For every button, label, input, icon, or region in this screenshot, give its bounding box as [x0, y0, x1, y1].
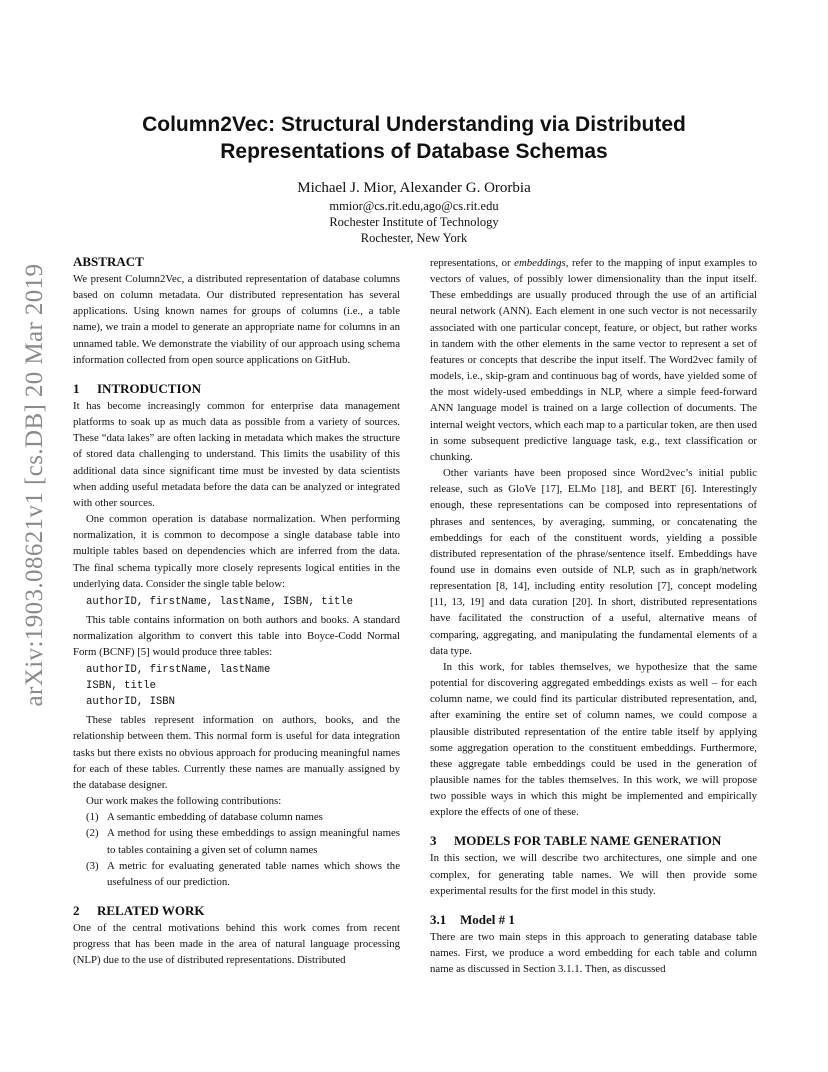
- section-number: 2: [73, 903, 80, 918]
- section-number: 1: [73, 380, 80, 396]
- section-title: INTRODUCTION: [97, 380, 202, 396]
- code-line: authorID, ISBN: [86, 696, 176, 709]
- title-line-2: Representations of Database Schemas: [220, 140, 608, 163]
- author-email: mmior@cs.rit.edu,ago@cs.rit.edu: [329, 199, 499, 213]
- text-run: , refer to the mapping of input examples to vectors of values, of possibly lower dimensionality than the input itself. These embeddings are usually produced through the use of an artificial neural network (ANN). Each element in one such vector is not necessarily associated with one particular concept, feature, or object, but rather works in tandem with the other elements in the same vector to represent a set of features or concepts that describe the input itself. The Word2vec family of models, i.e., skip-gram and continuous bag of words, have yielded some of the most widely-used embeddings in NLP, where a simple feed-forward ANN language model is trained on a large collection of documents. The internal weight vectors, which each map to a particular token, are then used in some subsequent predictive language task, e.g., text classification or chunking.: [430, 257, 757, 463]
- list-text: A metric for evaluating generated table names which shows the usefulness of our prediction.: [107, 859, 400, 888]
- subsection-heading-model-1: [430, 911, 757, 929]
- section-title: RELATED WORK: [97, 903, 205, 918]
- left-column: [73, 253, 400, 968]
- paragraph: There are two main steps in this approach to generating database table names. First, we produce a word embedding for each table and column name as discussed in Section 3.1.1. Then, as discussed: [430, 930, 757, 976]
- section-heading-introduction: [73, 380, 400, 398]
- list-text: A semantic embedding of database column names: [107, 811, 323, 824]
- list-text: A method for using these embeddings to assign meaningful names to tables containing a given set of column names: [107, 827, 400, 856]
- section-number: 3: [430, 833, 437, 849]
- paragraph: One common operation is database normalization. When performing normalization, it is common to decompose a single database table into multiple tables based on dependencies which are inferred from the data. The final schema typically more closely represents logical entities in the underlying data. Consider the single table below:: [73, 513, 400, 590]
- paragraph: Other variants have been proposed since Word2vec’s initial public release, such as GloVe [17], ELMo [18], and BERT [6]. Interestingly enough, these representations can be composed into representations of phrases and sentences, by averaging, summing, or concatenating the embeddings for each of the constituent words, yielding a possible distributed representation of the phrase/sentence itself. Embeddings have found use in domains even outside of NLP, such as in graph/network representation [8, 14], including entity resolution [7], concept modeling [11, 13, 19] and data curation [20]. In short, distributed representations have facilitated the construction of a useful, alternative means of comparing, aggregating, and manipulating the fundamental elements of a data type.: [430, 467, 757, 657]
- code-line: authorID, firstName, lastName: [86, 664, 271, 677]
- code-line: ISBN, title: [86, 680, 156, 693]
- arxiv-stamp: arXiv:1903.08621v1 [cs.DB] 20 Mar 2019: [21, 263, 48, 707]
- paragraph: [430, 255, 757, 465]
- section-title: MODELS FOR TABLE NAME GENERATION: [454, 833, 722, 849]
- list-item: [73, 809, 400, 825]
- section-title: Model # 1: [460, 911, 515, 927]
- list-number: (1): [86, 811, 99, 824]
- institution: Rochester Institute of Technology: [329, 215, 499, 229]
- paragraph: It has become increasingly common for enterprise data management platforms to soak up as much data as possible from a variety of sources. These “data lakes” are often lacking in metadata which makes the structure of stored data challenging to understand. This limits the usability of this additional data since significant time must be invested by data scientists when adding useful metadata before the data can be analyzed or integrated with other sources.: [73, 399, 400, 509]
- list-number: (3): [86, 859, 99, 872]
- list-item: [73, 858, 400, 890]
- section-number: 3.1: [430, 911, 447, 927]
- code-block: [73, 662, 400, 710]
- abstract-text: We present Column2Vec, a distributed representation of database columns based on column metadata. Our distributed representation has several applications. Using known names for groups of columns (i.e., a table name), we train a model to generate an appropriate name for columns in an unnamed table. We demonstrate the viability of our approach using schema information collected from open source applications on GitHub.: [73, 273, 400, 366]
- paragraph: One of the central motivations behind this work comes from recent progress that has been made in the area of natural language processing (NLP) due to the use of distributed representations. Distributed: [73, 922, 400, 967]
- section-heading-models: [430, 832, 757, 850]
- title-line-1: Column2Vec: Structural Understanding via Distributed: [142, 113, 686, 136]
- authors: Michael J. Mior, Alexander G. Ororbia: [297, 180, 531, 196]
- right-column: [430, 255, 757, 977]
- text-run: representations, or: [430, 257, 515, 269]
- paragraph: In this work, for tables themselves, we hypothesize that the same potential for discovering aggregated embeddings exists as well – for each column name, we could find its particular distributed representation, and, after examining the entire set of column names, we could compose a plausible distributed representation of the entire table itself by applying some aggregation operation to the constituent embeddings. Furthermore, these aggregate table embeddings could be used in the generation of plausible names for the tables themselves. In this work, we will propose two possible ways in which this might be implemented and empirically explore the effects of one of these.: [430, 660, 757, 819]
- paragraph: This table contains information on both authors and books. A standard normalization algorithm to convert this table into Boyce-Codd Normal Form (BCNF) [5] would produce three tables:: [73, 613, 400, 659]
- contribution-list: [73, 809, 400, 890]
- section-heading-related-work: [73, 902, 400, 920]
- code-line: authorID, firstName, lastName, ISBN, title: [86, 595, 354, 608]
- location: Rochester, New York: [360, 231, 468, 245]
- list-number: (2): [86, 827, 99, 840]
- list-item: [73, 825, 400, 857]
- abstract-heading: ABSTRACT: [73, 254, 144, 269]
- affiliation: [0, 198, 828, 246]
- paragraph: In this section, we will describe two architectures, one simple and one complex, for generating table names. We will then provide some experimental results for the first model in this study.: [430, 852, 757, 897]
- paragraph: Our work makes the following contributions:: [86, 795, 282, 808]
- emphasis: embeddings: [514, 257, 566, 269]
- paragraph: These tables represent information on authors, books, and the relationship between them. This normal form is useful for data integration tasks but there exists no obvious approach for producing meaningful names for each of these tables. Currently these names are manually assigned by the database designer.: [73, 714, 400, 791]
- paper-title: [0, 111, 828, 165]
